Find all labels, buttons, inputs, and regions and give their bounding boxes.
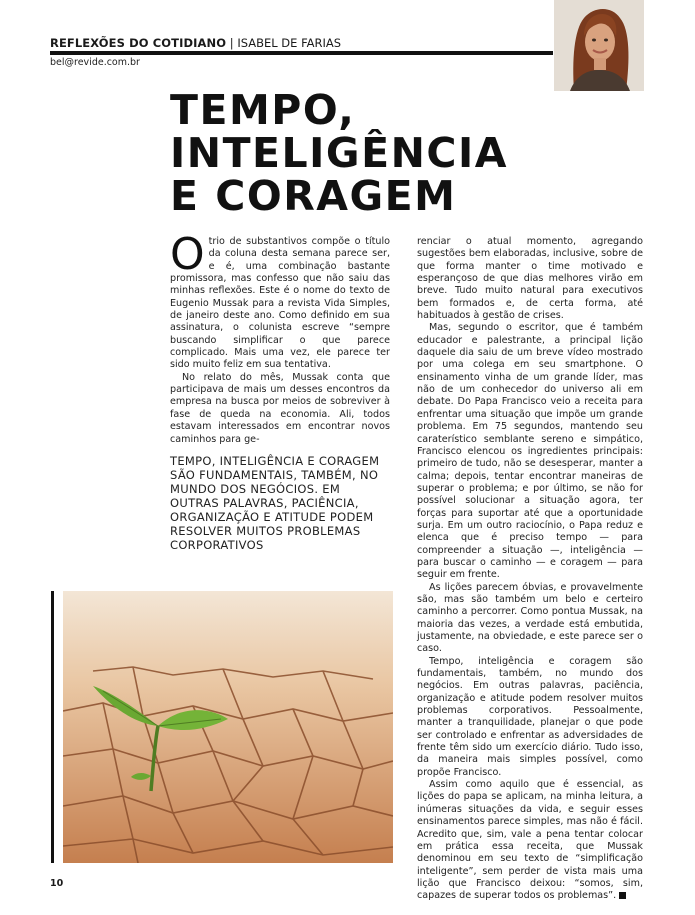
article-headline xyxy=(170,86,530,220)
headline-line-1: TEMPO, xyxy=(170,86,356,134)
author-email: bel@revide.com.br xyxy=(50,57,140,68)
body-paragraph: renciar o atual momento, agregando sugestões bem elaboradas, inclusive, sobre de que forma manter o time motivado e esperançoso de que dias melhores virão em breve. Tudo muito natural para executivos bem formados e, de certa forma, até habituados à gestão de crises. xyxy=(417,236,643,322)
body-paragraph xyxy=(170,229,390,372)
drop-cap: O xyxy=(170,229,205,280)
body-paragraph: Tempo, inteligência e coragem são fundamentais, também, no mundo dos negócios. Em outras palavras, paciência, organização e atitude podem resolver muitos problemas corporativos. Pessoalmente, manter a tranquilidade, planejar o que pode ser controlado e enfrentar as adversidades de frente têm sido um exercício diário. Tudo isso, da maneira mais simples possível, como propõe Francisco. xyxy=(417,655,643,778)
body-column-2 xyxy=(417,236,643,903)
body-paragraph: As lições parecem óbvias, e provavelmente são, mas são também um belo e certeiro caminho a percorrer. Como pontua Mussak, na maioria das vezes, a verdade está embutida, justamente, na obviedade, e este parece ser o caso. xyxy=(417,581,643,655)
body-paragraph: No relato do mês, Mussak conta que participava de mais um desses encontros da empresa na busca por meios de sobreviver à fase de queda na economia. Ali, todos estavam interessados em encontrar novos caminhos para ge- xyxy=(170,371,390,445)
end-mark-icon xyxy=(619,892,626,899)
page-number: 10 xyxy=(50,878,64,889)
photo-accent-bar xyxy=(51,591,54,863)
header-rule xyxy=(50,51,553,55)
header-separator: | xyxy=(229,36,234,50)
section-header xyxy=(50,36,555,50)
author-portrait-illustration xyxy=(554,0,644,91)
body-paragraph xyxy=(417,779,643,902)
pull-quote: TEMPO, INTELIGÊNCIA E CORAGEM SÃO FUNDAMENTAIS, TAMBÉM, NO MUNDO DOS NEGÓCIOS. EM OUTRAS PALAVRAS, PACIÊNCIA, ORGANIZAÇÃO E ATITUDE PODEM RESOLVER MUITOS PROBLEMAS CORPORATIVOS xyxy=(170,454,380,552)
sprout-illustration xyxy=(63,591,393,863)
author-photo xyxy=(554,0,644,91)
paragraph-text: Assim como aquilo que é essencial, as lições do papa se aplicam, na minha leitura, a inúmeras situações da vida, e seguir esses ensinamentos parece simples, mas não é fácil. Acredito que, sim, vale a pena tentar colocar em prática essa receita, que Mussak denominou em seu texto de “simplificação inteligente”, sem perder de vista mais uma lição que Francisco deixou: “somos, sim, capazes de superar todos os problemas”. xyxy=(417,779,643,902)
body-column-1 xyxy=(170,229,390,446)
paragraph-text: trio de substantivos compõe o título da coluna desta semana parece ser, e é, uma combinação bastante promissora, mas confesso que não saiu das minhas reflexões. Este é o nome do texto de Eugenio Mussak para a revista Vida Simples, de janeiro deste ano. Como definido em sua assinatura, o colunista escreve “sempre buscando simplificar o que parece complicado. Mais uma vez, ele parece ter sido muito feliz em sua tentativa. xyxy=(170,236,390,371)
body-paragraph: Mas, segundo o escritor, que é também educador e palestrante, a principal lição daquele dia saiu de um breve vídeo mostrado por uma colega em seu smartphone. O ensinamento vinha de um grande líder, mas não de um conhecedor do universo ali em debate. Do Papa Francisco veio a receita para enfrentar uma situação que impõe um grande problema. Em 75 segundos, mantendo seu caraterístico semblante sereno e simpático, Francisco elencou os ingredientes principais: primeiro de tudo, não se desesperar, manter a calma; depois, tentar encontrar maneiras de superar o problema; e por último, se não for possível solucionar a situação agora, ter forças para suportar até que a oportunidade surja. Em um outro raciocínio, o Papa reduz e elenca que é preciso tempo — para compreender a situação —, inteligência — para buscar o caminho — e coragem — para seguir em frente. xyxy=(417,322,643,581)
cracked-earth-sprout-photo xyxy=(63,591,393,863)
author-name: ISABEL DE FARIAS xyxy=(237,36,342,50)
headline-line-3: E CORAGEM xyxy=(170,172,457,220)
section-title: REFLEXÕES DO COTIDIANO xyxy=(50,36,227,50)
headline-line-2: INTELIGÊNCIA xyxy=(170,129,508,177)
